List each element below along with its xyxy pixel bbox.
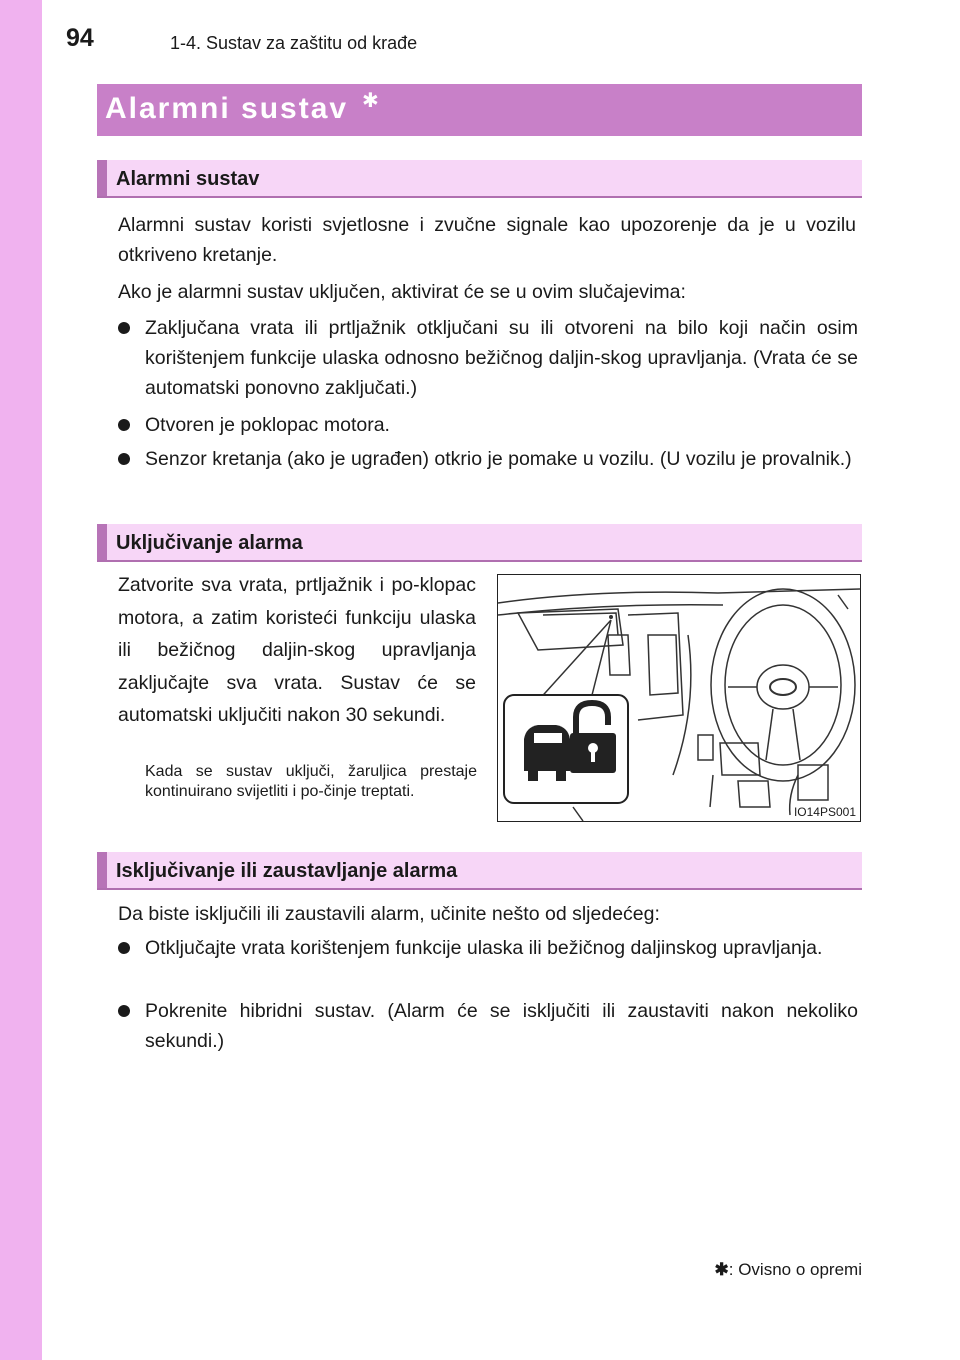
- footnote-text: : Ovisno o opremi: [728, 1260, 862, 1279]
- section-label: Alarmni sustav: [116, 168, 260, 190]
- section-header-deactivation: [97, 852, 862, 890]
- list-item: [118, 313, 858, 403]
- list-item: [118, 444, 858, 474]
- chapter-title: 1-4. Sustav za zaštitu od krađe: [170, 33, 418, 53]
- list-item-text: Otvoren je poklopac motora.: [145, 414, 390, 436]
- activation-paragraph: Zatvorite sva vrata, prtljažnik i po-klopac motora, a zatim koristeći funkciju ulaska ili bežičnog daljin-skog upravljanja zaključajte sva vrata. Sustav će se automatski uključiti nakon 30 sekundi.: [118, 574, 476, 726]
- section-accent-bar: [97, 160, 107, 196]
- dashboard-drawing: [498, 575, 860, 821]
- list-item-text: Otključajte vrata korištenjem funkcije ulaska ili bežičnog daljinskog upravljanja.: [145, 937, 823, 959]
- page-number: 94: [66, 24, 94, 52]
- section-label: Isključivanje ili zaustavljanje alarma: [116, 860, 458, 882]
- bullet-icon: [118, 1005, 130, 1017]
- bullet-icon: [118, 453, 130, 465]
- figure-code: IO14PS001: [793, 805, 856, 819]
- list-item: [118, 410, 858, 440]
- side-tab-strip: [0, 0, 42, 1360]
- asterisk-icon: ✱: [714, 1260, 729, 1279]
- activation-note: Kada se sustav uključi, žaruljica prestaje kontinuirano svijetliti i po-činje treptati.: [145, 763, 477, 800]
- bullet-icon: [118, 942, 130, 954]
- list-item: [118, 996, 858, 1056]
- page-title-bar: [97, 84, 862, 136]
- section-accent-bar: [97, 852, 107, 888]
- asterisk-icon: ✱: [362, 90, 379, 112]
- page-title: Alarmni sustav: [105, 92, 349, 125]
- deactivation-intro: Da biste isključili ili zaustavili alarm, učinite nešto od sljedećeg:: [118, 903, 660, 925]
- trigger-intro: Ako je alarmni sustav uključen, aktivirat će se u ovim slučajevima:: [118, 281, 686, 303]
- bullet-icon: [118, 322, 130, 334]
- section-header-alarm-system: [97, 160, 862, 198]
- list-item: [118, 933, 858, 963]
- footnote: [715, 1260, 862, 1280]
- section-accent-bar: [97, 524, 107, 560]
- section-header-activation: [97, 524, 862, 562]
- section-label: Uključivanje alarma: [116, 532, 303, 554]
- bullet-icon: [118, 419, 130, 431]
- list-item-text: Pokrenite hibridni sustav. (Alarm će se isključiti ili zaustaviti nakon nekoliko sekundi.): [145, 1000, 858, 1052]
- list-item-text: Senzor kretanja (ako je ugrađen) otkrio je pomake u vozilu. (U vozilu je provalnik.): [145, 448, 852, 470]
- list-item-text: Zaključana vrata ili prtljažnik otključani su ili otvoreni na bilo koji način osim korištenjem funkcije ulaska odnosno bežičnog daljin-skog upravljanja. (Vrata će se automatski ponovno zaključati.): [145, 317, 858, 399]
- intro-paragraph: Alarmni sustav koristi svjetlosne i zvučne signale kao upozorenje da je u vozilu otkriveno kretanje.: [118, 214, 856, 266]
- dashboard-illustration: [497, 574, 861, 822]
